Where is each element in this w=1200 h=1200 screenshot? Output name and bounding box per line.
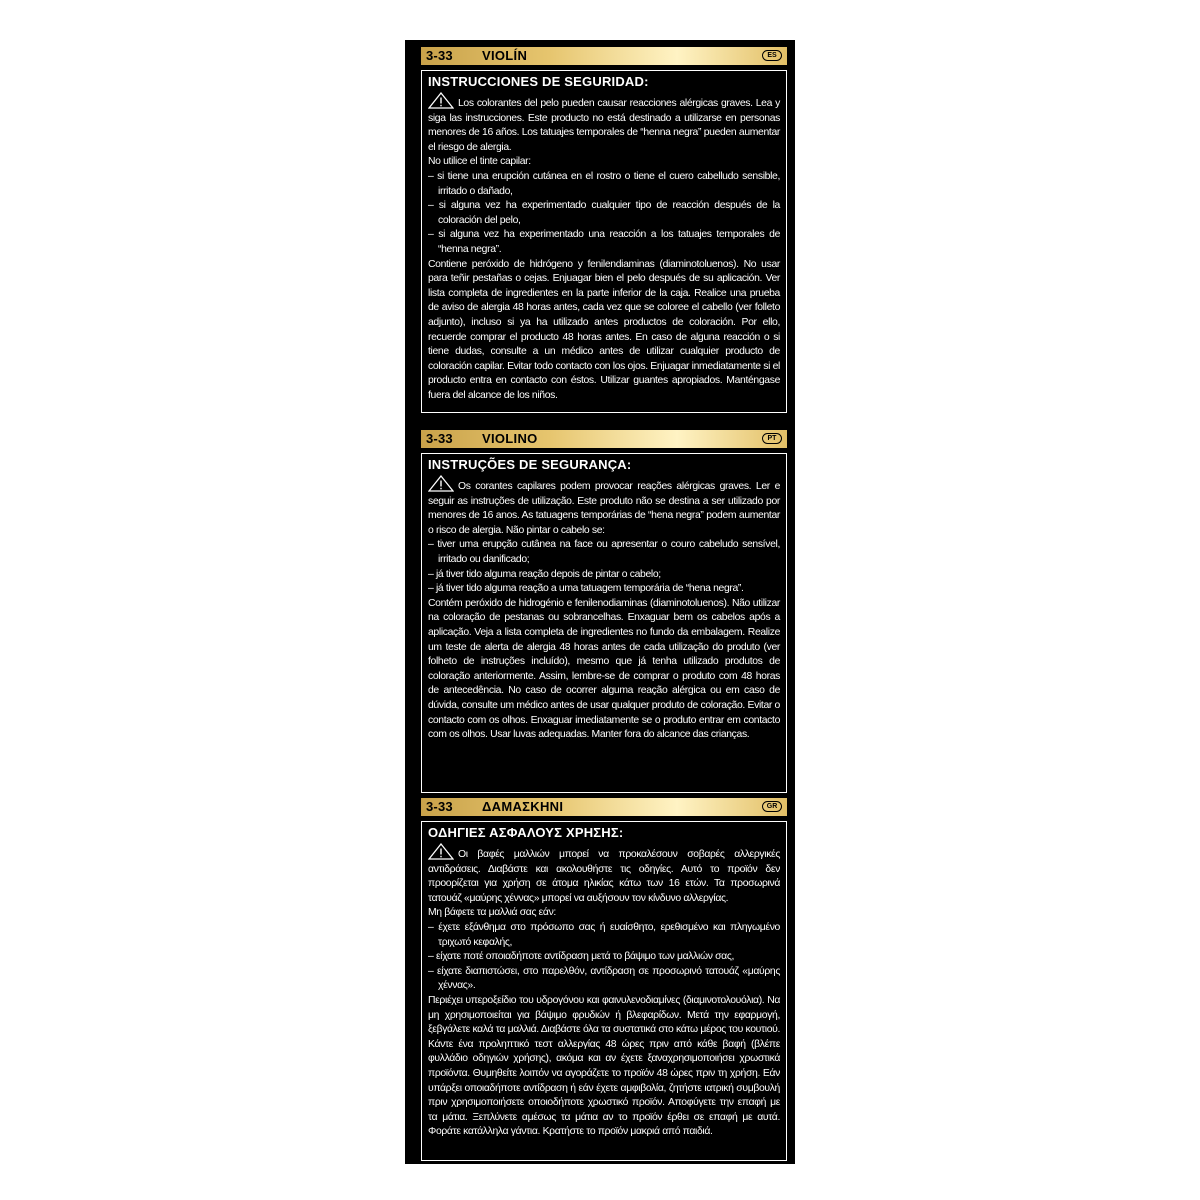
lead-text: Οι βαφές μαλλιών μπορεί να προκαλέσουν σοβαρές αλλεργικές αντιδράσεις. Διαβάστε και ακολουθήστε τις οδηγίες. Αυτό το προϊόν δεν προορίζεται για χρήση σε άτομα ηλικίας κάτω των 16 ετών. Τα προσωρινά τατουάζ «μαύρης χέννας» μπορεί να αυξήσουν τον κίνδυνο αλλεργίας. bbox=[428, 849, 780, 904]
shade-name: VIOLINO bbox=[482, 431, 538, 446]
list-item: – si alguna vez ha experimentado una reacción a los tatuajes temporales de “henna negra”. bbox=[428, 229, 780, 255]
list-item: – si alguna vez ha experimentado cualquier tipo de reacción después de la coloración del pelo, bbox=[428, 200, 780, 226]
shade-code: 3-33 bbox=[426, 799, 453, 814]
section-header bbox=[421, 47, 787, 65]
section-title: INSTRUÇÕES DE SEGURANÇA: bbox=[428, 457, 632, 472]
body-text: Contiene peróxido de hidrógeno y fenilendiaminas (diaminotoluenos). No usar para teñir pestañas o cejas. Enjuagar bien el pelo después de su aplicación. Ver lista completa de ingredientes en la parte inferior de la caja. Realice una prueba de aviso de alergia 48 horas antes, cada vez que se coloree el cabello (ver folleto adjunto), incluso si ya ha utilizado antes productos de coloración. Por ello, recuerde comprar el producto 48 horas antes. En caso de alguna reacción o si tiene dudas, consulte a un médico antes de utilizar cualquier producto de coloración capilar. Evitar todo contacto con los ojos. Enjuagar inmediatamente si el producto entra en contacto con éstos. Utilizar guantes apropiados. Manténgase fuera del alcance de los niños. bbox=[428, 258, 780, 401]
lead-paragraph bbox=[428, 843, 780, 906]
list-item: – si tiene una erupción cutánea en el rostro o tiene el cuero cabelludo sensible, irritado o dañado, bbox=[428, 170, 780, 197]
section-body bbox=[421, 453, 787, 793]
section-title: ΟΔΗΓΙΕΣ ΑΣΦΑΛΟΥΣ ΧΡΗΣΗΣ: bbox=[428, 825, 624, 840]
language-badge: GR bbox=[762, 801, 782, 812]
list-item: – είχατε ποτέ οποιαδήποτε αντίδραση μετά το βάψιμο των μαλλιών σας, bbox=[428, 951, 735, 963]
list-item: – είχατε διαπιστώσει, στο παρελθόν, αντίδραση σε προσωρινό τατουάζ «μαύρης χέννας». bbox=[428, 965, 780, 992]
section-text bbox=[428, 475, 780, 743]
section-body bbox=[421, 70, 787, 413]
section-text bbox=[428, 92, 780, 403]
warning-triangle-icon bbox=[428, 92, 454, 109]
body-text: Contém peróxido de hidrogénio e fenilenodiaminas (diaminotoluenos). Não utilizar na coloração de pestanas ou sobrancelhas. Enxaguar bem os cabelos após a aplicação. Veja a lista completa de ingredientes no fundo da embalagem. Realize um teste de alerta de alergia 48 horas antes de cada utilização do produto (ver folheto de instruções incluído), mesmo que já tenha utilizado produtos de coloração anteriormente. Assim, lembre-se de comprar o produto com 48 horas de antecedência. No caso de ocorrer alguma reação alérgica ou em caso de dúvida, consulte um médico antes de usar qualquer produto de coloração. Evitar o contacto com os olhos. Enxaguar imediatamente se o produto entrar em contacto com os olhos. Usar luvas adequadas. Manter fora do alcance das crianças. bbox=[428, 597, 780, 741]
body-text: Περιέχει υπεροξείδιο του υδρογόνου και φαινυλενοδιαμίνες (διαμινοτολουόλια). Να μη χρησιμοποιείται για βάψιμο φρυδιών ή βλεφαρίδων. Μετά την εφαρμογή, ξεβγάλετε καλά τα μαλλιά. Διαβάστε όλα τα συστατικά στο κάτω μέρος του κουτιού. Κάντε ένα προληπτικό τεστ αλλεργίας 48 ώρες πριν από κάθε βαφή (βλέπε φυλλάδιο οδηγιών χρήσης), ακόμα και αν έχετε ξαναχρησιμοποιήσει χρωστικά προϊόντα. Θυμηθείτε λοιπόν να αγοράζετε το προϊόν 48 ώρες πριν τη χρήση. Εάν υπάρξει οποιαδήποτε αντίδραση ή εάν έχετε αμφιβολία, ζητήστε ιατρική συμβουλή πριν χρησιμοποιήσετε οποιοδήποτε χρωστικό προϊόν. Αποφύγετε την επαφή με τα μάτια. Ξεπλύνετε αμέσως τα μάτια αν το προϊόν έρθει σε επαφή με αυτά. Φοράτε κατάλληλα γάντια. Κρατήστε το προϊόν μακριά από παιδιά. bbox=[428, 994, 780, 1138]
warning-triangle-icon bbox=[428, 475, 454, 492]
intro-text: No utilice el tinte capilar: bbox=[428, 156, 531, 168]
section-body bbox=[421, 821, 787, 1161]
shade-name: ΔΑΜΑΣΚΗΝΙ bbox=[482, 799, 564, 814]
shade-code: 3-33 bbox=[426, 431, 453, 446]
lead-text: Os corantes capilares podem provocar reações alérgicas graves. Ler e seguir as instruções de utilização. Este produto não se destina a ser utilizado por menores de 16 anos. As tatuagens temporárias de “hena negra” podem aumentar o risco de alergia. Não pintar o cabelo se: bbox=[428, 481, 780, 536]
intro-text: Μη βάφετε τα μαλλιά σας εάν: bbox=[428, 907, 556, 919]
warning-triangle-icon bbox=[428, 843, 454, 860]
section-title: INSTRUCCIONES DE SEGURIDAD: bbox=[428, 74, 649, 89]
list-item: – έχετε εξάνθημα στο πρόσωπο σας ή ευαίσθητο, ερεθισμένο και πληγωμένο τριχωτό κεφαλής, bbox=[428, 921, 780, 948]
section-header bbox=[421, 798, 787, 816]
shade-code: 3-33 bbox=[426, 48, 453, 63]
label-panel bbox=[405, 40, 795, 1164]
section-text bbox=[428, 843, 780, 1140]
lead-paragraph bbox=[428, 92, 780, 155]
language-badge: PT bbox=[762, 433, 782, 444]
shade-name: VIOLÍN bbox=[482, 48, 528, 63]
language-badge: ES bbox=[762, 50, 782, 61]
list-item: – tiver uma erupção cutânea na face ou apresentar o couro cabeludo sensível, irritado ou danificado; bbox=[428, 539, 780, 565]
list-item: – já tiver tido alguma reação a uma tatuagem temporária de “hena negra”. bbox=[428, 583, 744, 595]
list-item: – já tiver tido alguma reação depois de pintar o cabelo; bbox=[428, 568, 661, 580]
lead-paragraph bbox=[428, 475, 780, 538]
lead-text: Los colorantes del pelo pueden causar reacciones alérgicas graves. Lea y siga las instrucciones. Este producto no está destinado a utilizarse en personas menores de 16 años. Los tatuajes temporales de “henna negra” pueden aumentar el riesgo de alergia. bbox=[428, 98, 780, 153]
section-header bbox=[421, 430, 787, 448]
